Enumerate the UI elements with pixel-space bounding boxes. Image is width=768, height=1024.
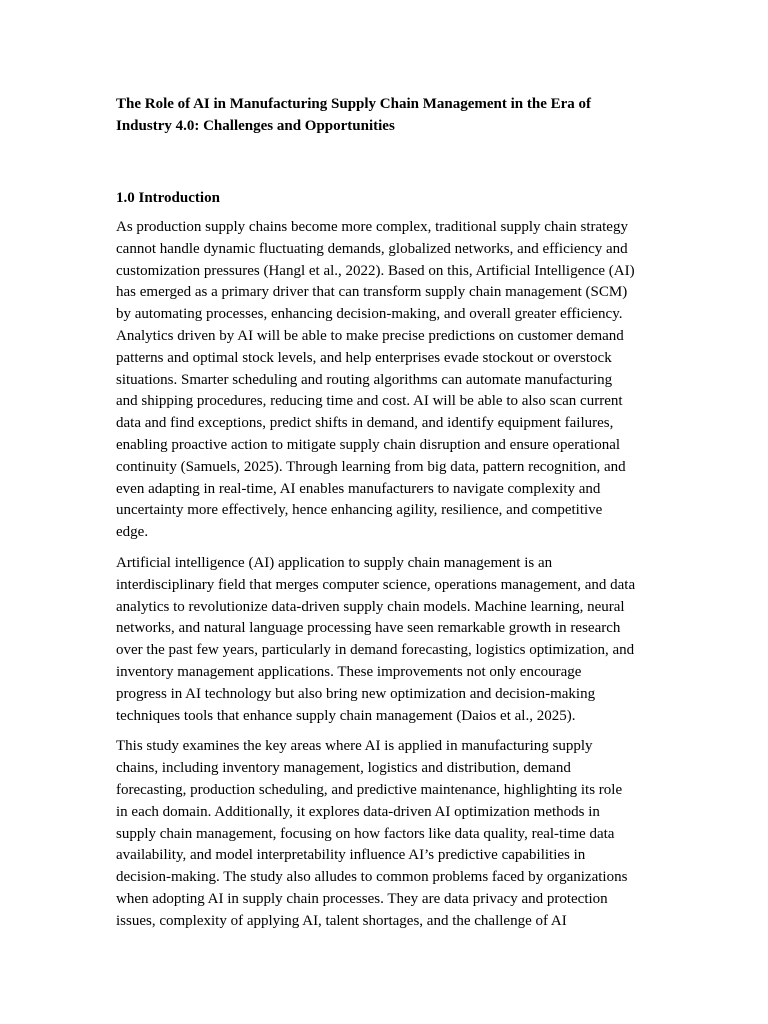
paragraph-2 (116, 553, 654, 727)
text-line: cannot handle dynamic fluctuating demands, globalized networks, and efficiency and (116, 240, 628, 257)
text-line: availability, and model interpretability influence AI’s predictive capabilities in (116, 847, 586, 864)
title-line: The Role of AI in Manufacturing Supply Chain Management in the Era of (116, 96, 592, 112)
text-line: analytics to revolutionize data-driven supply chain models. Machine learning, neural (116, 598, 625, 615)
text-line: by automating processes, enhancing decision-making, and overall greater efficiency. (116, 306, 623, 323)
title-line: Industry 4.0: Challenges and Opportunities (116, 118, 395, 134)
text-line: techniques tools that enhance supply chain management (Daios et al., 2025). (116, 707, 576, 724)
text-line: Analytics driven by AI will be able to make precise predictions on customer demand (116, 327, 624, 344)
text-line: situations. Smarter scheduling and routing algorithms can automate manufacturing (116, 371, 613, 388)
text-line: issues, complexity of applying AI, talent shortages, and the challenge of AI (116, 912, 567, 929)
text-line: and shipping procedures, reducing time and cost. AI will be able to also scan current (116, 393, 623, 410)
section-heading: 1.0 Introduction (116, 190, 220, 206)
text-line: interdisciplinary field that merges computer science, operations management, and data (116, 576, 636, 593)
text-line: networks, and natural language processing have seen remarkable growth in research (116, 620, 621, 637)
text-line: customization pressures (Hangl et al., 2022). Based on this, Artificial Intelligence (AI) (116, 262, 635, 279)
text-line: patterns and optimal stock levels, and help enterprises evade stockout or overstock (116, 349, 612, 366)
text-line: supply chain management, focusing on how factors like data quality, real-time data (116, 825, 615, 842)
text-line: data and find exceptions, predict shifts in demand, and identify equipment failures, (116, 415, 614, 432)
text-line: continuity (Samuels, 2025). Through learning from big data, pattern recognition, and (116, 458, 626, 475)
text-line: when adopting AI in supply chain processes. They are data privacy and protection (116, 890, 608, 907)
text-line: over the past few years, particularly in demand forecasting, logistics optimization, and (116, 642, 635, 659)
text-line: Artificial intelligence (AI) application to supply chain management is an (116, 554, 553, 571)
text-line: uncertainty more effectively, hence enhancing agility, resilience, and competitive (116, 502, 603, 519)
document-body (116, 93, 654, 933)
paragraph-3 (116, 736, 654, 932)
text-line: As production supply chains become more complex, traditional supply chain strategy (116, 219, 628, 235)
text-line: inventory management applications. These improvements not only encourage (116, 663, 582, 680)
text-line: even adapting in real-time, AI enables manufacturers to navigate complexity and (116, 480, 601, 497)
text-line: This study examines the key areas where AI is applied in manufacturing supply (116, 738, 593, 755)
text-line: progress in AI technology but also bring new optimization and decision-making (116, 685, 596, 702)
text-line: chains, including inventory management, logistics and distribution, demand (116, 760, 571, 777)
document-title (116, 93, 654, 137)
text-line: decision-making. The study also alludes to common problems faced by organizations (116, 869, 628, 886)
text-line: enabling proactive action to mitigate supply chain disruption and ensure operational (116, 436, 621, 453)
text-line: has emerged as a primary driver that can transform supply chain management (SCM) (116, 284, 628, 301)
text-line: in each domain. Additionally, it explores data-driven AI optimization methods in (116, 803, 600, 820)
paragraph-1 (116, 217, 654, 544)
text-line: forecasting, production scheduling, and predictive maintenance, highlighting its role (116, 781, 623, 798)
text-line: edge. (116, 524, 149, 541)
